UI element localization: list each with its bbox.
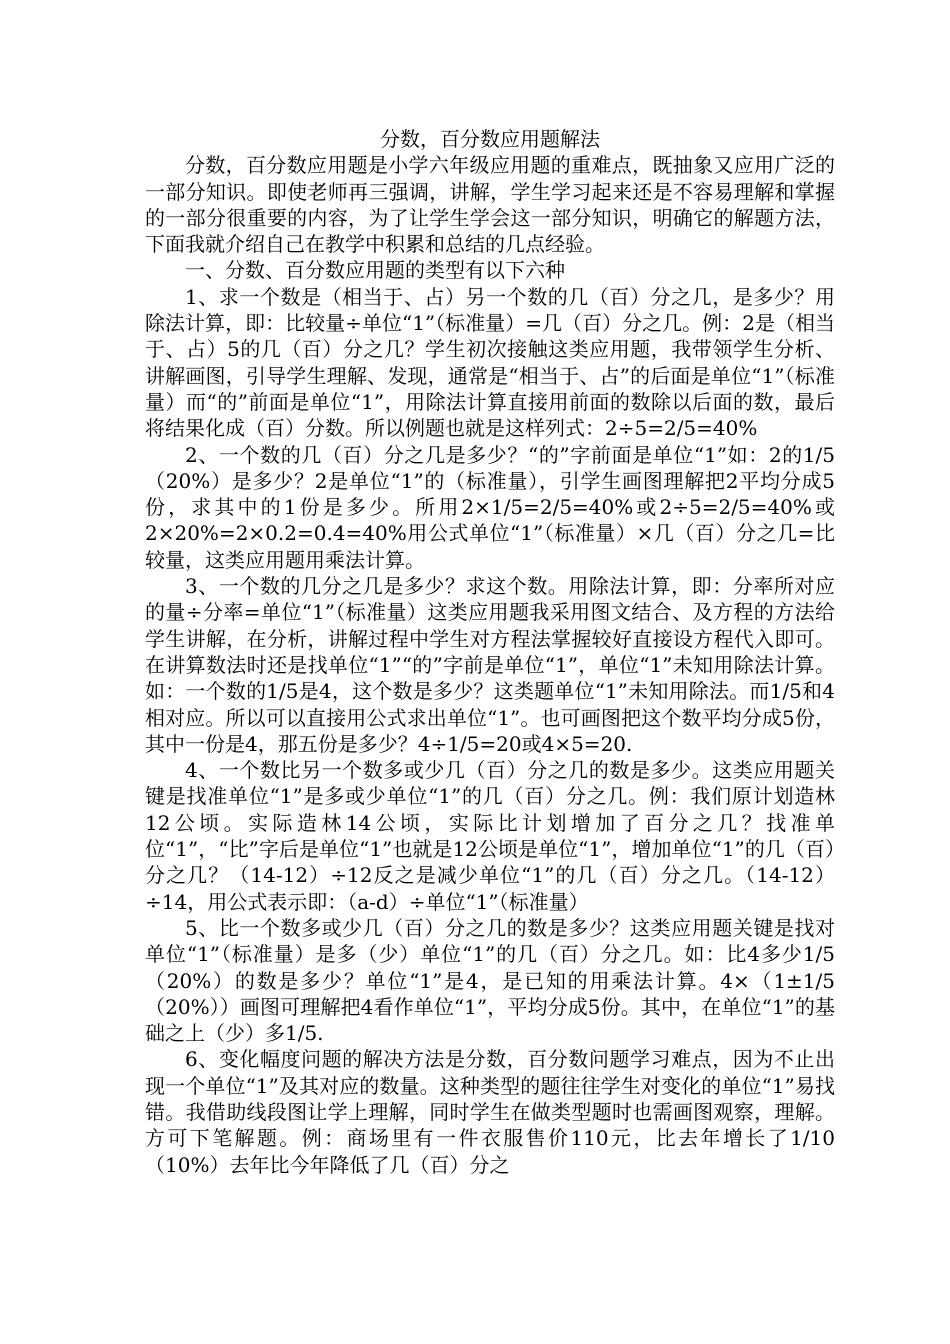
item-paragraph-4: 4、一个数比另一个数多或少几（百）分之几的数是多少。这类应用题关键是找准单位“1”是多或少单位“1”的几（百）分之几。例：我们原计划造林12公顷。实际造林14公顷，实际比计划增加了百分之几？找准单位“1”，“比”字后是单位“1”也就是12公顷是单位“1”，增加单位“1”的几（百）分之几？（14-12）÷12反之是减少单位“1”的几（百）分之几。（14-12）÷14，用公式表示即：（a-d）÷单位“1”（标准量） [145,758,835,914]
item-paragraph-6: 6、变化幅度问题的解决方法是分数，百分数问题学习难点，因为不止出现一个单位“1”及其对应的数量。这种类型的题往往学生对变化的单位“1”易找错。我借助线段图让学上理解，同时学生在做类型题时也需画图观察，理解。方可下笔解题。例：商场里有一件衣服售价110元，比去年增长了1/10（10%）去年比今年降低了几（百）分之 [145,1047,835,1177]
item-paragraph-1: 1、求一个数是（相当于、占）另一个数的几（百）分之几，是多少？用除法计算，即：比较量÷单位“1”（标准量）=几（百）分之几。例：2是（相当于、占）5的几（百）分之几？学生初次接触这类应用题，我带领学生分析、讲解画图，引导学生理解、发现，通常是“相当于、占”的后面是单位“1”（标准量）而“的”前面是单位“1”，用除法计算直接用前面的数除以后面的数，最后将结果化成（百）分数。所以例题也就是这样列式：2÷5=2/5=40% [145,284,835,441]
item-paragraph-2: 2、一个数的几（百）分之几是多少？“的”字前面是单位“1”如：2的1/5（20%）是多少？2是单位“1”的（标准量），引学生画图理解把2平均分成5份，求其中的1份是多少。所用2×1/5=2/5=40%或2÷5=2/5=40%或2×20%=2×0.2=0.4=40%用公式单位“1”（标准量）×几（百）分之几=比较量，这类应用题用乘法计算。 [145,442,835,572]
document-title: 分数，百分数应用题解法 [380,127,600,151]
section-heading: 一、分数、百分数应用题的类型有以下六种 [185,258,565,283]
intro-paragraph: 分数，百分数应用题是小学六年级应用题的重难点，既抽象又应用广泛的一部分知识。即使老师再三强调，讲解，学生学习起来还是不容易理解和掌握的一部分很重要的内容，为了让学生学会这一部分知识，明确它的解题方法，下面我就介绍自己在教学中积累和总结的几点经验。 [145,153,835,257]
item-paragraph-3: 3、一个数的几分之几是多少？求这个数。用除法计算，即：分率所对应的量÷分率=单位“1”（标准量）这类应用题我采用图文结合、及方程的方法给学生讲解，在分析，讲解过程中学生对方程法掌握较好直接设方程代入即可。在讲算数法时还是找单位“1”“的”字前是单位“1”，单位“1”未知用除法计算。如：一个数的1/5是4，这个数是多少？这类题单位“1”未知用除法。而1/5和4相对应。所以可以直接用公式求出单位“1”。也可画图把这个数平均分成5份，其中一份是4，那五份是多少？4÷1/5=20或4×5=20. [145,574,835,756]
document-page [145,126,835,1178]
item-paragraph-5: 5、比一个数多或少几（百）分之几的数是多少？这类应用题关键是找对单位“1”（标准量）是多（少）单位“1”的几（百）分之几。如：比4多少1/5（20%）的数是多少？单位“1”是4，是已知的用乘法计算。4×（1±1/5（20%））画图可理解把4看作单位“1”，平均分成5份。其中，在单位“1”的基础之上（少）多1/5. [145,915,835,1046]
